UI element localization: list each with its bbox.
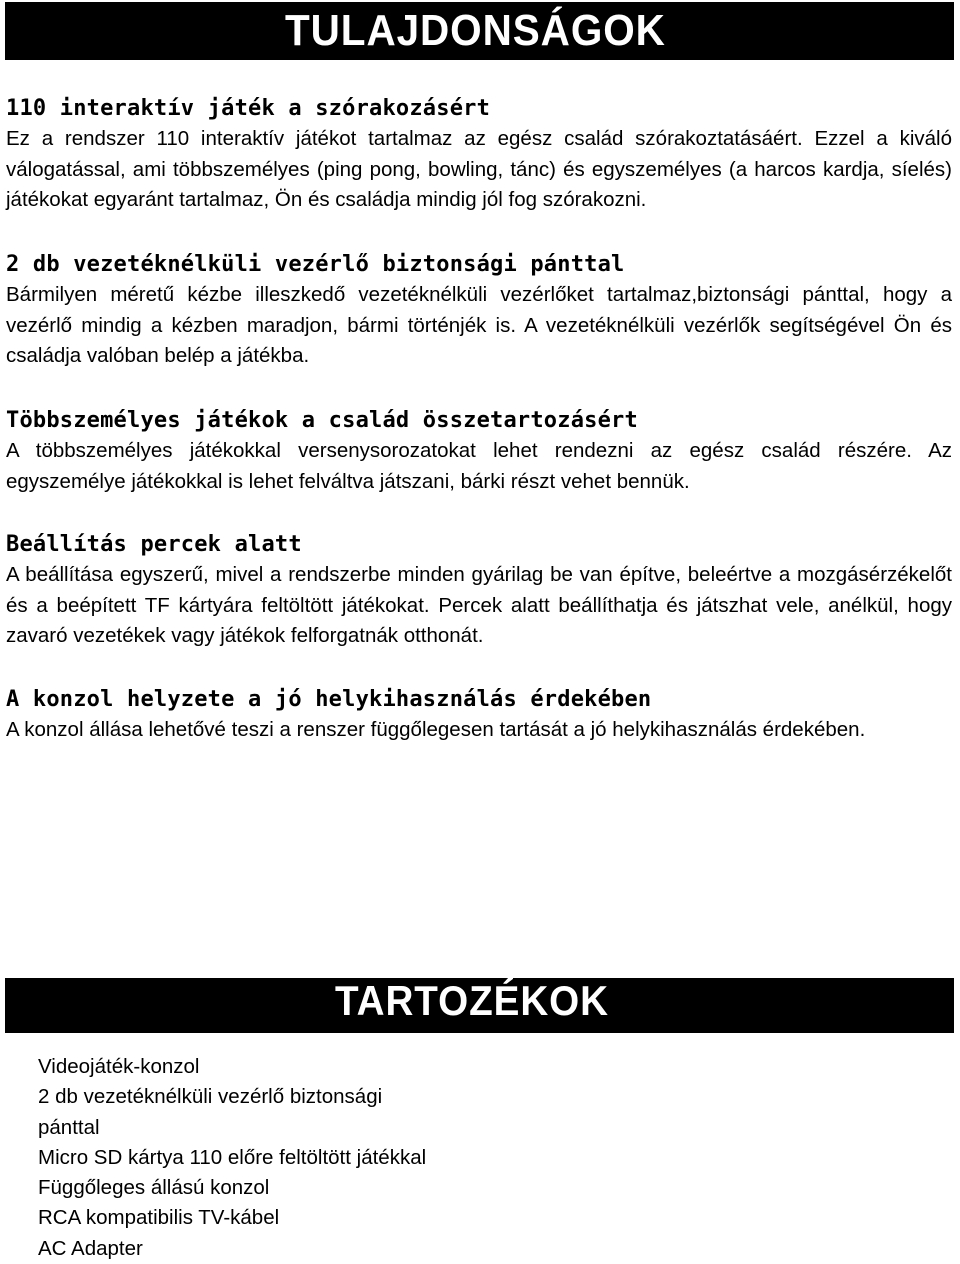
feature-body: Ez a rendszer 110 interaktív játékot tartalmaz az egész család szórakoztatásáért. Ezzel a kiváló válogatással, ami többszemélyes (ping pong, bowling, tánc) és egyszemélyes (a harcos kardja, síelés) játékokat egyaránt tartalmaz, Ön és családja mindig jól fog szórakozni. [6, 127, 952, 211]
feature-body: Bármilyen méretű kézbe illeszkedő vezetéknélküli vezérlőket tartalmaz,biztonsági pánttal, hogy a vezérlő mindig a kézben maradjon, bármi történjék is. A vezetéknélküli vezérlők segítségével Ön és családja valóban belép a játékba. [6, 283, 952, 367]
feature-body: A konzol állása lehetővé teszi a renszer függőlegesen tartását a jó helykihasználás érdekében. [6, 718, 866, 741]
feature-section-console-position [6, 685, 952, 746]
feature-section-games [6, 94, 952, 216]
feature-body: A többszemélyes játékokkal versenysorozatokat lehet rendezni az egész család részére. Az egyszemélye játékokkal is lehet felváltva játszani, bárki részt vehet bennük. [6, 439, 952, 493]
feature-section-controllers [6, 250, 952, 372]
accessories-title: TARTOZÉKOK [335, 977, 609, 1024]
accessories-list [38, 1052, 478, 1264]
feature-section-setup [6, 530, 952, 652]
list-item: AC Adapter [38, 1236, 143, 1260]
features-title: TULAJDONSÁGOK [285, 6, 666, 55]
feature-heading: A konzol helyzete a jó helykihasználás érdekében [6, 687, 652, 712]
list-item: pánttal [38, 1115, 100, 1139]
features-banner [5, 2, 954, 60]
feature-heading: Többszemélyes játékok a család összetartozásért [6, 408, 638, 433]
feature-body: A beállítása egyszerű, mivel a rendszerbe minden gyárilag be van építve, beleértve a mozgásérzékelőt és a beépített TF kártyára feltöltött játékokat. Percek alatt beállíthatja és játszhat vele, anélkül, hogy zavaró vezetékek vagy játékok felforgatnák otthonát. [6, 563, 952, 647]
list-item: Függőleges állású konzol [38, 1176, 270, 1200]
feature-heading: 110 interaktív játék a szórakozásért [6, 96, 491, 121]
list-item: Videojáték-konzol [38, 1055, 200, 1078]
feature-heading: Beállítás percek alatt [6, 532, 302, 557]
accessories-banner [5, 978, 954, 1033]
feature-section-multiplayer [6, 406, 952, 497]
feature-heading: 2 db vezetéknélküli vezérlő biztonsági pánttal [6, 252, 625, 277]
list-item: Micro SD kártya 110 előre feltöltött játékkal [38, 1145, 427, 1169]
list-item: 2 db vezetéknélküli vezérlő biztonsági [38, 1085, 383, 1109]
list-item: RCA kompatibilis TV-kábel [38, 1206, 280, 1230]
